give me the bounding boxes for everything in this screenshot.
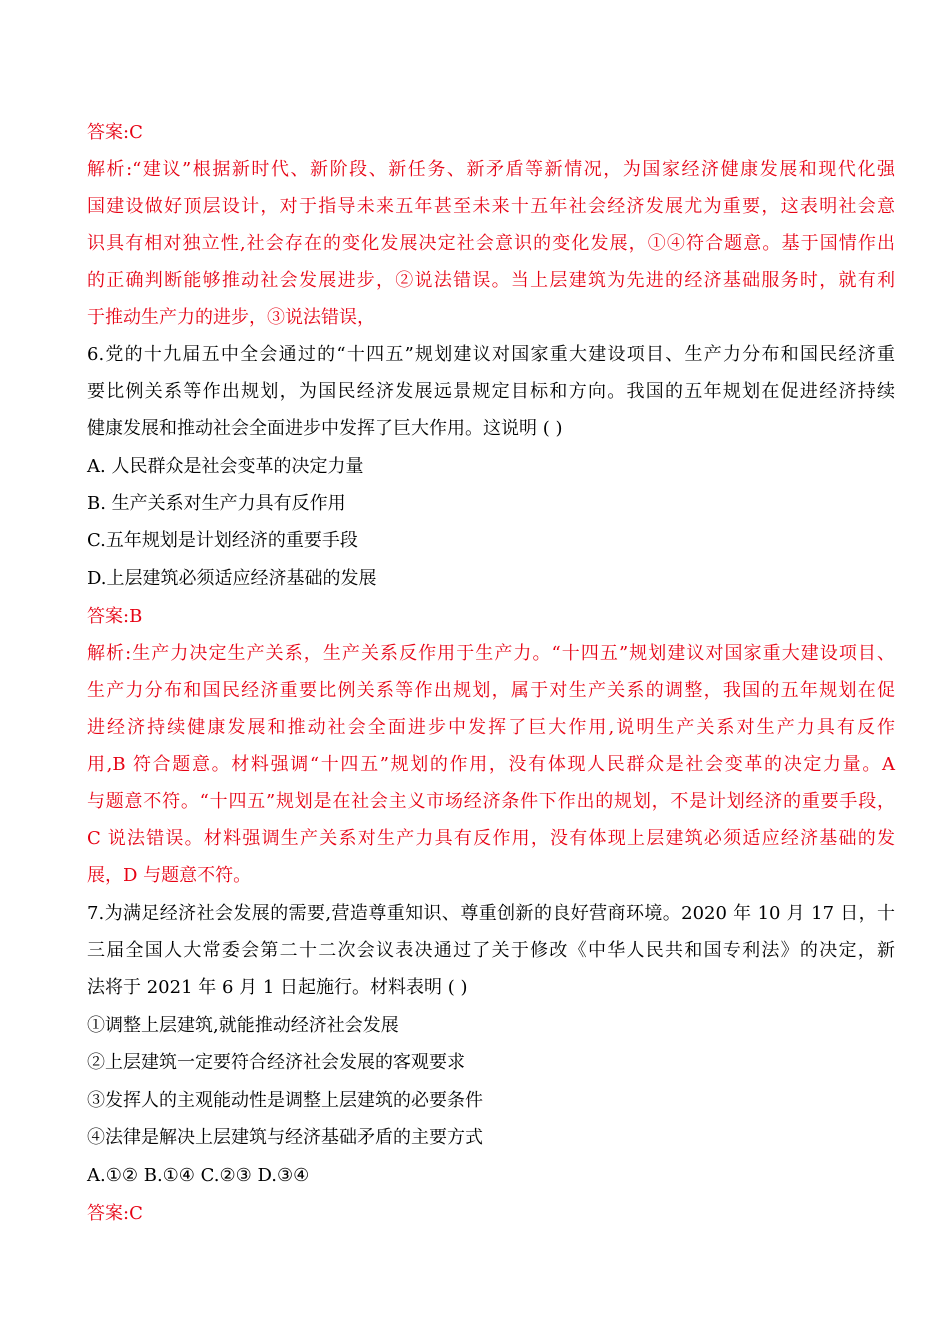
q6-analysis-line-3: 进经济持续健康发展和推动社会全面进步中发挥了巨大作用,说明生产关系对生产力具有反作 (87, 717, 895, 738)
q7-statement-3: ③发挥人的主观能动性是调整上层建筑的必要条件 (87, 1090, 483, 1111)
q6-option-a: A. 人民群众是社会变革的决定力量 (87, 456, 364, 477)
q5-analysis-line-5: 于推动生产力的进步，③说法错误， (87, 307, 375, 328)
q7-statement-1: ①调整上层建筑,就能推动经济社会发展 (87, 1015, 399, 1036)
q6-analysis-line-4: 用,B 符合题意。材料强调“十四五”规划的作用，没有体现人民群众是社会变革的决定力量。A (87, 754, 895, 775)
q6-analysis-line-7: 展，D 与题意不符。 (87, 865, 252, 886)
q7-options: A.①② B.①④ C.②③ D.③④ (87, 1165, 310, 1186)
q6-analysis-line-2: 生产力分布和国民经济重要比例关系等作出规划，属于对生产关系的调整，我国的五年规划在促 (87, 680, 895, 701)
q7-statement-2: ②上层建筑一定要符合经济社会发展的客观要求 (87, 1052, 465, 1073)
q5-analysis-line-1: 解析:“建议”根据新时代、新阶段、新任务、新矛盾等新情况，为国家经济健康发展和现代化强 (87, 159, 895, 180)
q7-stem-line-2: 三届全国人大常委会第二十二次会议表决通过了关于修改《中华人民共和国专利法》的决定，新 (87, 940, 895, 961)
q6-option-c: C.五年规划是计划经济的重要手段 (87, 530, 358, 551)
q6-stem-line-1: 6.党的十九届五中全会通过的“十四五”规划建议对国家重大建设项目、生产力分布和国民经济重 (87, 344, 895, 365)
q6-answer: 答案:B (87, 606, 143, 627)
q7-stem-line-1: 7.为满足经济社会发展的需要,营造尊重知识、尊重创新的良好营商环境。2020 年 10 月 17 日，十 (87, 903, 895, 924)
q7-answer: 答案:C (87, 1203, 143, 1224)
q6-stem-line-3: 健康发展和推动社会全面进步中发挥了巨大作用。这说明 ( ) (87, 418, 563, 439)
q7-stem-line-3: 法将于 2021 年 6 月 1 日起施行。材料表明 ( ) (87, 977, 468, 998)
q7-statement-4: ④法律是解决上层建筑与经济基础矛盾的主要方式 (87, 1127, 483, 1148)
q5-analysis-line-3: 识具有相对独立性,社会存在的变化发展决定社会意识的变化发展，①④符合题意。基于国情作出 (87, 233, 895, 254)
q5-analysis-line-2: 国建设做好顶层设计，对于指导未来五年甚至未来十五年社会经济发展尤为重要，这表明社会意 (87, 196, 895, 217)
q6-analysis-line-6: C 说法错误。材料强调生产关系对生产力具有反作用，没有体现上层建筑必须适应经济基础的发 (87, 828, 895, 849)
q6-analysis-line-5: 与题意不符。“十四五”规划是在社会主义市场经济条件下作出的规划，不是计划经济的重要手段， (87, 791, 895, 812)
q6-option-b: B. 生产关系对生产力具有反作用 (87, 493, 346, 514)
q6-analysis-line-1: 解析:生产力决定生产关系，生产关系反作用于生产力。“十四五”规划建议对国家重大建设项目、 (87, 643, 895, 664)
q5-analysis-line-4: 的正确判断能够推动社会发展进步，②说法错误。当上层建筑为先进的经济基础服务时，就有利 (87, 270, 895, 291)
q6-stem-line-2: 要比例关系等作出规划，为国民经济发展远景规定目标和方向。我国的五年规划在促进经济持续 (87, 381, 895, 402)
q6-option-d: D.上层建筑必须适应经济基础的发展 (87, 568, 377, 589)
q5-answer: 答案:C (87, 122, 143, 143)
